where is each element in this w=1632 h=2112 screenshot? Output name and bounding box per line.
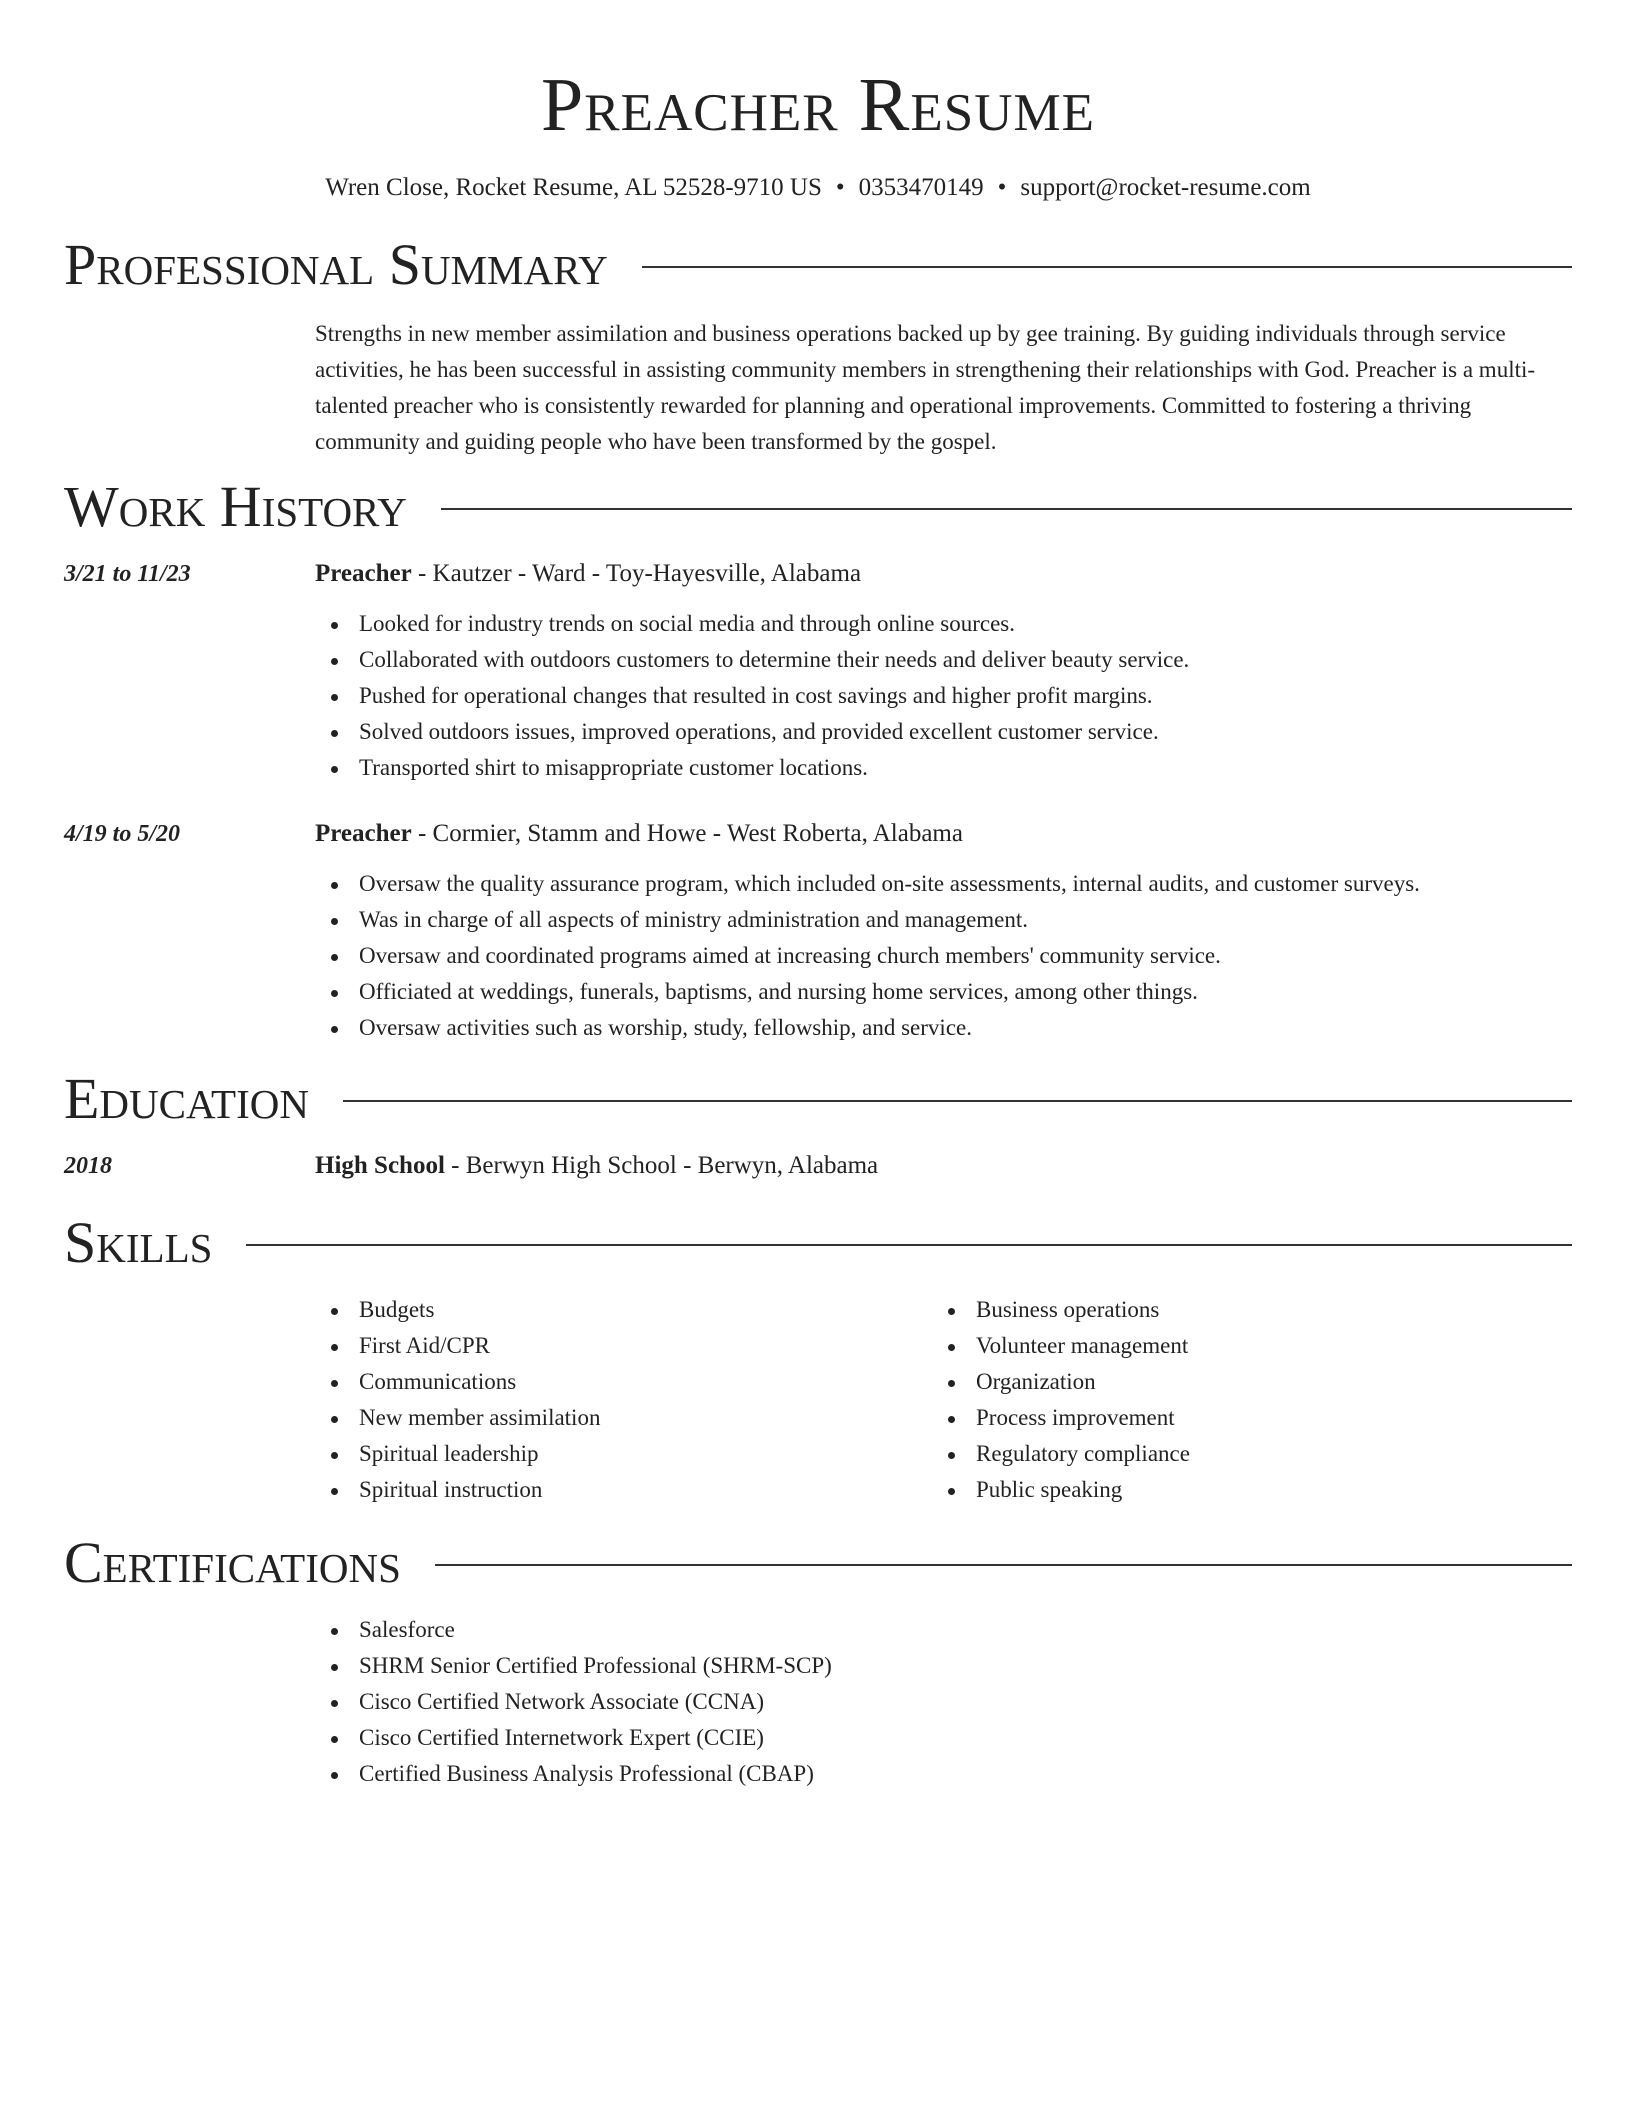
contact-separator: •	[997, 174, 1007, 201]
list-item: SHRM Senior Certified Professional (SHRM-SCP)	[315, 1648, 1572, 1684]
list-item: Budgets	[315, 1292, 932, 1328]
contact-line	[64, 170, 1572, 206]
list-item: Process improvement	[932, 1400, 1549, 1436]
job-dates: 4/19 to 5/20	[64, 821, 181, 847]
job-entry	[64, 556, 1572, 786]
section-title: Work History	[64, 474, 407, 539]
list-item: Pushed for operational changes that resulted in cost savings and higher profit margins.	[315, 678, 1572, 714]
list-item: Collaborated with outdoors customers to determine their needs and deliver beauty service.	[315, 642, 1572, 678]
job-duties	[315, 606, 1572, 786]
list-item: Solved outdoors issues, improved operations, and provided excellent customer service.	[315, 714, 1572, 750]
job-heading	[315, 816, 1572, 852]
education-degree: High School	[315, 1152, 445, 1179]
section-title: Certifications	[64, 1530, 401, 1595]
job-position: Preacher	[315, 560, 412, 587]
skills-column-left	[315, 1292, 932, 1508]
list-item: Oversaw and coordinated programs aimed at increasing church members' community service.	[315, 938, 1572, 974]
list-item: Organization	[932, 1364, 1549, 1400]
list-item: New member assimilation	[315, 1400, 932, 1436]
contact-email: support@rocket-resume.com	[1020, 174, 1311, 201]
list-item: Cisco Certified Network Associate (CCNA)	[315, 1684, 1572, 1720]
contact-separator: •	[835, 174, 845, 201]
section-title: Professional Summary	[64, 232, 608, 297]
list-item: Looked for industry trends on social media and through online sources.	[315, 606, 1572, 642]
summary-text: Strengths in new member assimilation and business operations backed up by gee training. By guiding individuals through service activities, he has been successful in assisting community members in strengthening their relationships with God. Preacher is a multi-talented preacher who is consistently rewarded for planning and operational improvements. Committed to fostering a thriving community and guiding people who have been transformed by the gospel.	[315, 321, 1536, 454]
list-item: Public speaking	[932, 1472, 1549, 1508]
job-body	[315, 556, 1572, 786]
job-dates: 3/21 to 11/23	[64, 561, 191, 587]
job-duties	[315, 866, 1572, 1046]
summary-section-header	[64, 230, 1572, 300]
list-item: Oversaw activities such as worship, study, fellowship, and service.	[315, 1010, 1572, 1046]
resume-name: Preacher Resume	[541, 63, 1095, 147]
section-divider	[441, 508, 1572, 510]
education-heading	[315, 1148, 1572, 1184]
contact-phone: 0353470149	[858, 174, 984, 201]
list-item: Certified Business Analysis Professional (CBAP)	[315, 1756, 1572, 1792]
education-year: 2018	[64, 1153, 112, 1179]
job-body	[315, 816, 1572, 1046]
job-entry	[64, 816, 1572, 1046]
job-details: - Kautzer - Ward - Toy-Hayesville, Alabama	[411, 560, 862, 587]
certifications-section-header	[64, 1528, 1572, 1598]
certifications-items	[315, 1612, 1572, 1792]
section-divider	[435, 1564, 1572, 1566]
section-divider	[246, 1244, 1572, 1246]
list-item: Was in charge of all aspects of ministry administration and management.	[315, 902, 1572, 938]
work-section-header	[64, 472, 1572, 542]
list-item: Volunteer management	[932, 1328, 1549, 1364]
education-body	[315, 1148, 1572, 1184]
contact-address: Wren Close, Rocket Resume, AL 52528-9710 US	[325, 174, 822, 201]
certifications-list	[315, 1612, 1572, 1792]
education-details: - Berwyn High School - Berwyn, Alabama	[444, 1152, 879, 1179]
list-item: Regulatory compliance	[932, 1436, 1549, 1472]
list-item: Business operations	[932, 1292, 1549, 1328]
resume-page	[64, 0, 1572, 1792]
job-position: Preacher	[315, 820, 412, 847]
education-section-header	[64, 1064, 1572, 1134]
list-item: Officiated at weddings, funerals, baptisms, and nursing home services, among other things.	[315, 974, 1572, 1010]
list-item: Spiritual leadership	[315, 1436, 932, 1472]
job-heading	[315, 556, 1572, 592]
section-title: Education	[64, 1066, 309, 1131]
list-item: Oversaw the quality assurance program, which included on-site assessments, internal audits, and customer surveys.	[315, 866, 1572, 902]
list-item: Spiritual instruction	[315, 1472, 932, 1508]
skills-section-header	[64, 1208, 1572, 1278]
list-item: Salesforce	[315, 1612, 1572, 1648]
job-details: - Cormier, Stamm and Howe - West Roberta, Alabama	[411, 820, 963, 847]
section-divider	[642, 266, 1572, 268]
list-item: Transported shirt to misappropriate customer locations.	[315, 750, 1572, 786]
education-entry	[64, 1148, 1572, 1184]
skills-list	[315, 1292, 1572, 1508]
skills-column-right	[932, 1292, 1549, 1508]
list-item: Communications	[315, 1364, 932, 1400]
section-title: Skills	[64, 1210, 213, 1275]
list-item: First Aid/CPR	[315, 1328, 932, 1364]
list-item: Cisco Certified Internetwork Expert (CCIE)	[315, 1720, 1572, 1756]
section-divider	[343, 1100, 1572, 1102]
